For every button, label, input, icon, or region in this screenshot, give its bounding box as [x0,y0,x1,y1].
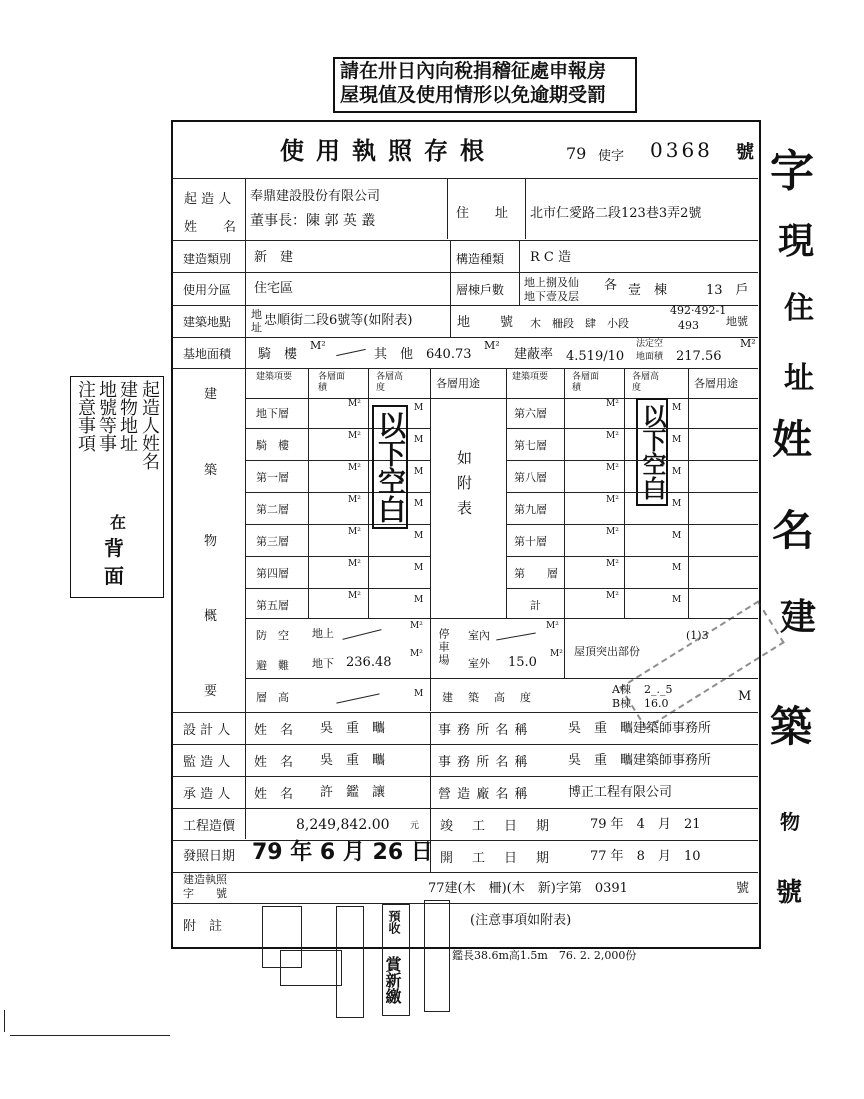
margin-char: 現 [778,221,815,262]
structure-label: 構造種類 [456,252,505,266]
supervisor-label: 監 造 人 [183,755,231,770]
blank-mark-left: 以下空白 [372,405,408,529]
contractor-name-label: 姓 名 [254,787,294,802]
floors-value-1: 地上捌及仙 [524,276,579,289]
m-unit: M [672,403,682,413]
m2-unit: M² [348,591,361,601]
divider [172,872,758,873]
left-note-bei: 背 [104,536,124,560]
applicant-name-2: 董事長：陳 郭 英 叢 [250,213,376,229]
m-unit: M [672,531,682,541]
m2-unit: M² [348,431,361,441]
permit-number: 0368 [650,138,713,162]
divider [172,808,758,809]
site-value-2: 492·492-1 [670,304,727,317]
zone-label: 使用分區 [183,283,232,297]
divider [246,556,430,557]
other-label: 其 他 [374,347,414,362]
m2-unit: M² [606,527,619,537]
address-value: 北市仁愛路二段123巷3弄2號 [530,206,702,221]
stamp-text-1: 預收 [387,910,401,934]
issue-value: 79 年 6 月 26 日 [252,840,433,865]
issue-label: 發照日期 [183,849,236,864]
m-unit: M [414,689,424,699]
civil-below-value: 236.48 [346,655,392,670]
divider [172,178,758,179]
designer-name-label: 姓 名 [254,723,294,738]
cost-unit: 元 [410,821,420,831]
cost-value: 8,249,842.00 [296,817,390,833]
site-addr-label-1: 地 [251,308,262,321]
supervisor-office: 吳 重 㽯建築師事務所 [568,753,712,768]
coverage-value: 4.519/10 [566,349,625,364]
site-value-1: 木 柵段 肆 小段 [530,317,629,330]
form-footer: 鑑長38.6m高1.5m 76. 2. 2,000份 [452,949,637,962]
m-unit: M [672,563,682,573]
m-unit: M [414,563,424,573]
floor-label-left: 第四層 [256,567,289,580]
legal-unit: M² [740,337,756,350]
divider [564,369,565,619]
structure-value: R C 造 [530,250,571,265]
applicant-label-1: 起 造 人 [184,192,232,207]
permit-zi: 使字 [598,149,625,164]
seal-stamp [280,950,342,986]
m2-unit: M² [410,649,423,659]
arcade-unit: M² [310,339,326,352]
divider [688,369,689,619]
contractor-label: 承 造 人 [183,787,231,802]
bheight-a: A棟 [612,683,631,696]
margin-char: 築 [770,702,813,751]
bheight-a-value: 2_._5 [644,683,673,696]
divider [506,524,758,525]
margin-char: 建 [780,597,817,638]
m2-unit: M² [606,399,619,409]
floor-label-right: 第十層 [514,535,547,548]
permit-label-2: 字 號 [183,887,227,900]
divider [506,428,758,429]
applicant-name-1: 奉鼎建設股份有限公司 [250,189,381,204]
roof-value: (1)3 [686,629,709,642]
margin-char: 址 [784,361,814,396]
site-value-3: 493 [678,319,699,332]
m2-unit: M² [348,399,361,409]
margin-line [10,1035,170,1036]
notice-line2: 屋現值及使用情形以免逾期受罰 [340,84,607,106]
site-addr-label-2: 址 [251,321,262,334]
permit-hao: 號 [736,881,750,896]
type-value: 新 建 [254,250,294,265]
margin-char: 號 [776,878,803,908]
divider [430,369,431,711]
supervisor-office-label: 事 務 所 名 稱 [438,755,529,770]
col-use-left: 各層用途 [436,377,480,390]
col-height-right: 各層高度 [632,372,660,393]
floor-label-left: 地下層 [256,407,289,420]
left-note-col-4: 注意事項 [75,380,96,452]
stamp-text-2: 賞新繳 [383,956,402,1004]
permit-label-1: 建造執照 [183,873,227,886]
site-hao: 號 [500,315,514,330]
floor-label-left: 騎 樓 [256,439,289,452]
divider [506,369,507,619]
m2-unit: M² [606,559,619,569]
left-note-col-1: 起造人姓名 [139,380,160,470]
divider [246,588,430,589]
civil-above: 地上 [312,627,334,640]
margin-char: 姓 [772,417,812,463]
parking-out-value: 15.0 [508,655,537,670]
divider [172,368,758,369]
legal-value: 217.56 [676,349,722,364]
contractor-firm: 博正工程有限公司 [568,785,673,800]
divider [172,744,758,745]
blank-mark-right: 以下空白 [636,398,668,506]
floor-label-right: 第六層 [514,407,547,420]
m2-unit: M² [348,495,361,505]
supervisor-name: 吳 重 㽯 [320,753,386,768]
type-label: 建造類別 [183,252,232,266]
floor-label-right: 計 [530,599,541,612]
civil-label: 防 空 [256,629,289,642]
divider [506,588,758,589]
floors-dong: 壹 棟 [628,283,668,298]
floor-label-left: 第三層 [256,535,289,548]
floor-label-right: 第九層 [514,503,547,516]
divider [246,678,430,679]
divider [519,241,520,305]
zone-value: 住宅區 [254,281,294,296]
ru-fu-biao-note: 如附表 [455,450,473,525]
contractor-firm-label: 營 造 廠 名 稱 [438,787,529,802]
finish-label: 竣 工 日 期 [440,819,553,834]
site-dihao: 地號 [726,315,748,328]
floors-label: 層棟戶數 [456,283,505,297]
m2-unit: M² [348,463,361,473]
floor-label-left: 第一層 [256,471,289,484]
m-unit: M [414,403,424,413]
left-note-col-3: 地號等事 [96,380,117,452]
site-label: 建築地點 [183,315,232,329]
divider [450,241,451,337]
divider [172,272,758,273]
designer-name: 吳 重 㽯 [320,721,386,736]
floor-label-right: 第八層 [514,471,547,484]
remark-label: 附 註 [183,919,223,934]
margin-char: 字 [770,146,814,197]
parking-out: 室外 [468,657,490,670]
m2-unit: M² [606,463,619,473]
roof-label: 屋頂突出部份 [574,645,640,658]
floors-hu: 13 戶 [706,283,749,298]
m-unit: M [672,435,682,445]
legal-label-1: 法定空 [636,339,664,349]
parking-label: 停車場 [437,628,450,667]
floor-label-left: 第二層 [256,503,289,516]
divider [564,619,565,679]
legal-label-2: 地面積 [636,352,664,362]
m-unit: M [414,595,424,605]
floors-value-2: 地下壹及层 [524,290,579,303]
m-unit: M [672,499,682,509]
col-area-right: 各層面積 [572,372,600,393]
permit-value: 77建(木 柵)(木 新)字第 0391 [428,881,628,896]
m-unit: M [414,435,424,445]
divider [506,556,758,557]
col-item-left: 建築項要 [256,372,293,382]
building-side-2: 築 [204,463,218,478]
area-label: 基地面積 [183,347,232,361]
m2-unit: M² [606,495,619,505]
finish-value: 79 年 4 月 21 [590,817,701,832]
supervisor-name-label: 姓 名 [254,755,294,770]
arcade-label: 騎 樓 [258,347,298,362]
margin-char: 物 [780,810,800,834]
m2-unit: M² [410,621,423,631]
divider [525,179,526,239]
divider [447,179,448,239]
cost-label: 工程造價 [183,819,236,834]
bheight-unit: M [738,689,752,704]
m-unit: M [414,531,424,541]
designer-label: 設 計 人 [183,723,231,738]
height-label: 層 高 [256,691,289,704]
m-unit: M [672,595,682,605]
divider [506,492,758,493]
m2-unit: M² [348,559,361,569]
margin-char: 住 [784,291,814,326]
site-addr-value: 忠順街二段6號等(如附表) [264,313,413,328]
building-side-4: 概 [204,609,218,624]
building-side-3: 物 [204,534,218,549]
bheight-label: 建 築 高 度 [442,691,533,704]
floors-each: 各 [604,278,618,293]
parking-in: 室內 [468,629,490,642]
designer-office-label: 事 務 所 名 稱 [438,723,529,738]
seal-stamp [336,906,364,1018]
divider [246,398,758,399]
m2-unit: M² [606,431,619,441]
other-value: 640.73 [426,347,472,362]
m2-unit: M² [546,621,559,631]
col-use-right: 各層用途 [694,377,738,390]
m-unit: M [672,467,682,477]
divider [172,903,758,904]
other-unit: M² [484,339,500,352]
left-note-mian: 面 [104,564,124,588]
margin-line [4,1010,5,1032]
divider [308,369,309,619]
left-note-zai: 在 [110,513,127,532]
evac-label: 避 難 [256,659,289,672]
date-stamp [424,900,450,1012]
building-side-1: 建 [204,387,218,402]
divider [368,369,369,619]
floor-label-right: 第七層 [514,439,547,452]
margin-char: 名 [772,506,815,555]
coverage-label: 建蔽率 [514,347,554,362]
site-di: 地 [457,315,471,330]
divider [172,240,758,241]
divider [172,776,758,777]
contractor-name: 許 鑑 讓 [320,785,386,800]
permit-hao: 號 [736,142,754,163]
col-area-left: 各層面積 [318,372,346,393]
floor-label-left: 第五層 [256,599,289,612]
left-note-col-2: 建物地址 [117,380,138,452]
m-unit: M [414,467,424,477]
divider [624,369,625,619]
page-title: 使用執照存根 [280,136,496,165]
m2-unit: M² [348,527,361,537]
remark-note: (注意事項如附表) [470,913,572,928]
bheight-b: B棟 [612,697,632,710]
floor-label-right: 第 層 [514,567,558,580]
address-label: 住 址 [456,206,509,221]
designer-office: 吳 重 㽯建築師事務所 [568,721,712,736]
permit-year: 79 [566,144,587,163]
col-item-right: 建築項要 [512,372,549,382]
bheight-b-value: 16.0 [644,697,669,710]
applicant-label-2: 姓 名 [184,220,237,235]
m2-unit: M² [606,591,619,601]
notice-line1: 請在卅日內向稅捐稽征處申報房 [340,60,607,82]
m-unit: M [414,499,424,509]
start-label: 開 工 日 期 [440,851,553,866]
divider [245,179,246,839]
building-side-5: 要 [204,684,218,699]
divider [506,460,758,461]
divider [172,337,758,338]
col-height-left: 各層高度 [376,372,404,393]
start-value: 77 年 8 月 10 [590,849,701,864]
m2-unit: M² [550,649,563,659]
civil-below: 地下 [312,657,334,670]
divider [246,618,758,619]
